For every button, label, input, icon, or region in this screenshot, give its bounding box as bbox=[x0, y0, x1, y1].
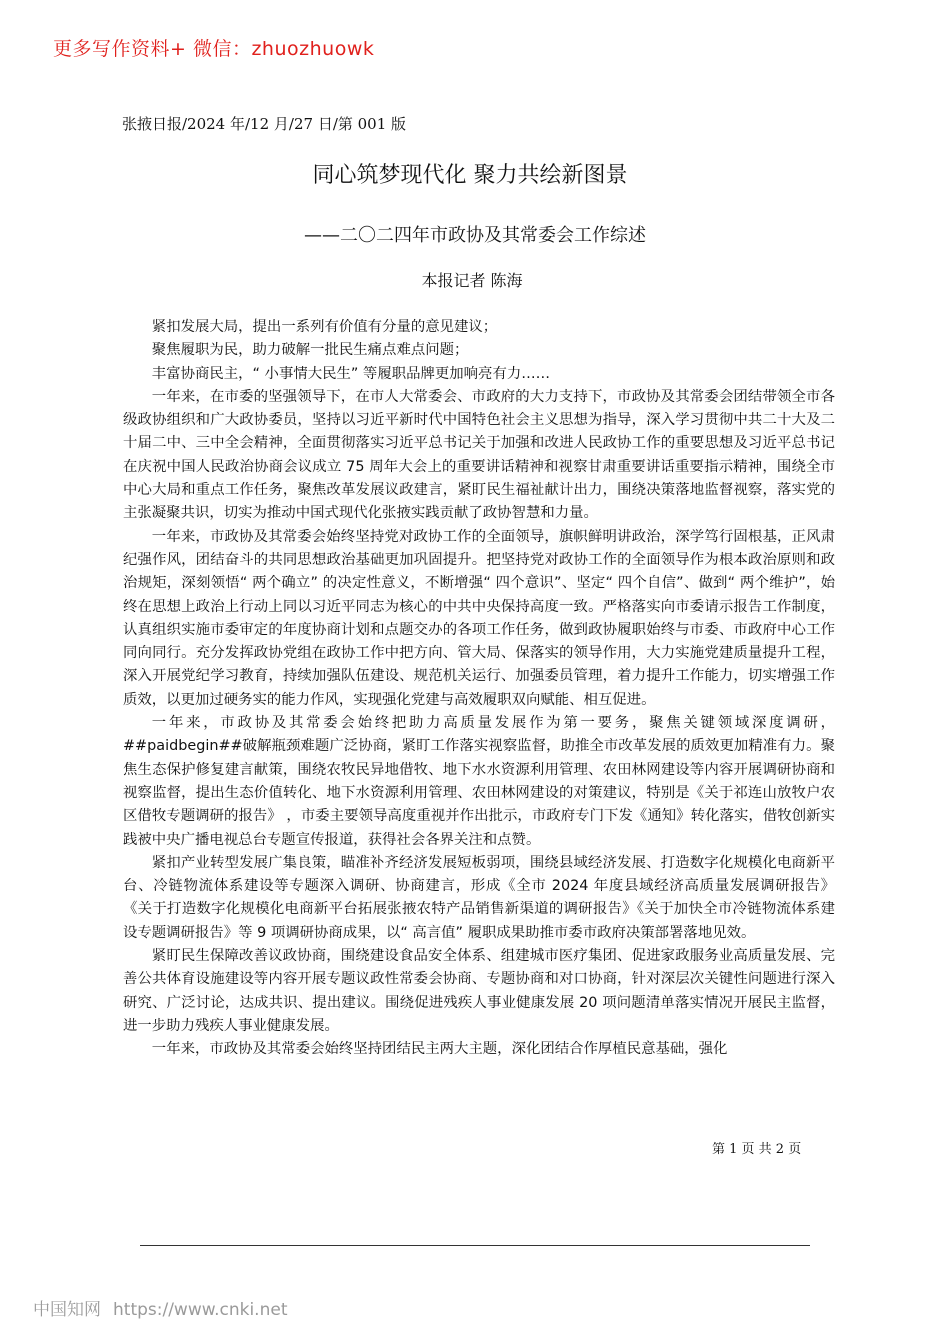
paragraph: 紧盯民生保障改善议政协商，围绕建设食品安全体系、组建城市医疗集团、促进家政服务业高质量发展、完善公共体育设施建设等内容开展专题议政性常委会协商、专题协商和对口协商，针对深层次关键性问题进行深入研究、广泛讨论，达成共识、提出建议。围绕促进残疾人事业健康发展 20 项问题清单落实情况开展民主监督，进一步助力残疾人事业健康发展。 bbox=[123, 948, 835, 1034]
paragraph: 紧扣产业转型发展广集良策，瞄准补齐经济发展短板弱项，围绕县域经济发展、打造数字化规模化电商新平台、冷链物流体系建设等专题深入调研、协商建言，形成《全市 2024 年度县域经济高质量发展调研报告》 《关于打造数字化规模化电商新平台拓展张掖农特产品销售新渠道的调研报告》《关于加快全市冷链物流体系建设专题调研报告》等 9 项调研协商成果，以“ 高言值” 履职成果助推市委市政府决策部署落地见效。 bbox=[123, 854, 835, 941]
promo-banner: 更多写作资料+ 微信：zhuozhuowk bbox=[53, 38, 375, 60]
watermark-url: https://www.cnki.net bbox=[113, 1300, 288, 1320]
paragraph: 一年来，在市委的坚强领导下，在市人大常委会、市政府的大力支持下，市政协及其常委会团结带领全市各级政协组织和广大政协委员，坚持以习近平新时代中国特色社会主义思想为指导，深入学习贯彻中共二十大及二十届二中、三中全会精神，全面贯彻落实习近平总书记关于加强和改进人民政协工作的重要思想及习近平总书记在庆祝中国人民政治协商会议成立 75 周年大会上的重要讲话精神和视察甘肃重要讲话重要指示精神，围绕全市中心大局和重点工作任务，聚焦改革发展议政建言，紧盯民生福祉献计出力，围绕决策落地监督视察，落实党的主张凝聚共识，切实为推动中国式现代化张掖实践贡献了政协智慧和力量。 bbox=[123, 388, 835, 522]
page-number: 第 1 页 共 2 页 bbox=[712, 1142, 802, 1157]
byline: 本报记者 陈海 bbox=[421, 271, 523, 290]
paragraph: 紧扣发展大局，提出一系列有价值有分量的意见建议； bbox=[151, 319, 498, 335]
paragraph: 丰富协商民主，“ 小事情大民生” 等履职品牌更加响亮有力…… bbox=[151, 365, 551, 382]
watermark-brand: 中国知网 bbox=[33, 1300, 101, 1320]
article-body bbox=[123, 316, 835, 1062]
paragraph: 一年来，市政协及其常委会始终坚持团结民主两大主题，深化团结合作厚植民意基础，强化 bbox=[151, 1041, 728, 1058]
footer-divider bbox=[140, 1245, 810, 1246]
source-line: 张掖日报/2024 年/12 月/27 日/第 001 版 bbox=[122, 115, 407, 133]
paragraph: 聚焦履职为民，助力破解一批民生痛点难点问题； bbox=[151, 342, 469, 359]
paragraph: 一年来，市政协及其常委会始终坚持党对政协工作的全面领导，旗帜鲜明讲政治，深学笃行固根基，正风肃纪强作风，团结奋斗的共同思想政治基础更加巩固提升。把坚持党对政协工作的全面领导作为根本政治原则和政治规矩，深刻领悟“ 两个确立” 的决定性意义，不断增强“ 四个意识”、坚定“ 四个自信”、做到“ 两个维护”，始终在思想上政治上行动上同以习近平同志为核心的中共中央保持高度一致。严格落实向市委请示报告工作制度，认真组织实施市委审定的年度协商计划和点题交办的各项工作任务，做到政协履职始终与市委、市政府中心工作同向同行。充分发挥政协党组在政协工作中把方向、管大局、保落实的领导作用，大力实施党建质量提升工程，深入开展党纪学习教育，持续加强队伍建设、规范机关运行、加强委员管理，着力提升工作能力，切实增强工作质效，以更加过硬务实的能力作风，实现强化党建与高效履职双向赋能、相互促进。 bbox=[123, 528, 835, 708]
cnki-watermark bbox=[33, 1295, 287, 1320]
paragraph: 一年来，市政协及其常委会始终把助力高质量发展作为第一要务，聚焦关键领域深度调研，##paidbegin##破解瓶颈难题广泛协商，紧盯工作落实视察监督，助推全市改革发展的质效更加精准有力。聚焦生态保护修复建言献策，围绕农牧民异地借牧、地下水水资源利用管理、农田林网建设等内容开展调研协商和视察监督，提出生态价值转化、地下水资源利用管理、农田林网建设的对策建议，特别是《关于祁连山放牧户农区借牧专题调研的报告》 ，市委主要领导高度重视并作出批示，市政府专门下发《通知》转化落实，借牧创新实践被中央广播电视总台专题宣传报道，获得社会各界关注和点赞。 bbox=[123, 715, 835, 848]
article-title: 同心筑梦现代化 聚力共绘新图景 bbox=[312, 163, 628, 188]
article-subtitle: ——二〇二四年市政协及其常委会工作综述 bbox=[304, 225, 646, 246]
